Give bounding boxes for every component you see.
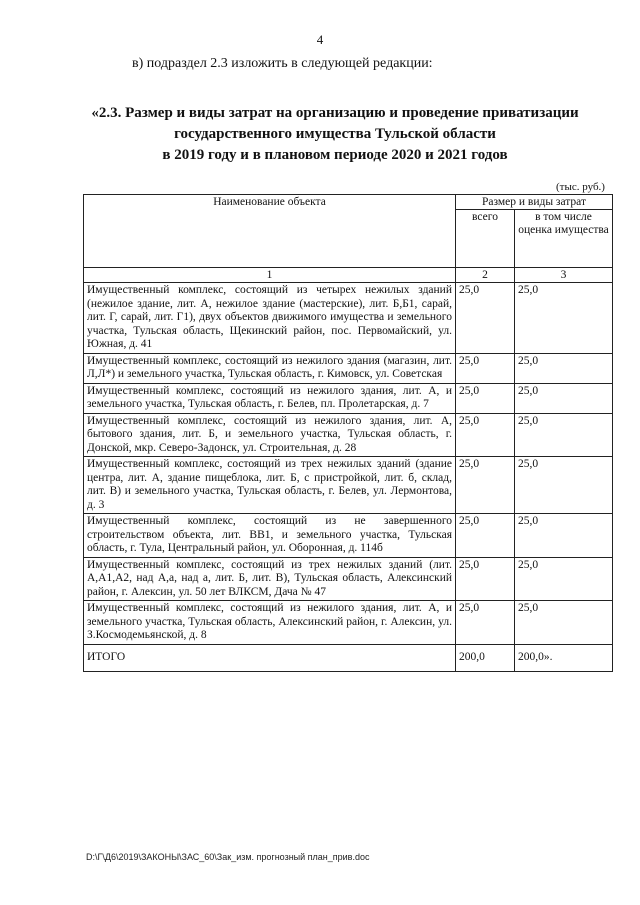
column-number-2: 2	[456, 268, 515, 283]
intro-text: в) подраздел 2.3 изложить в следующей редакции:	[132, 56, 433, 71]
header-including: в том числе оценка имущества	[515, 210, 613, 268]
table-row	[84, 413, 613, 457]
total-value: 200,0	[456, 644, 515, 671]
cost-appraisal: 25,0	[515, 457, 613, 514]
total-appraisal: 200,0».	[515, 644, 613, 671]
table-header-row	[84, 195, 613, 210]
cost-total: 25,0	[456, 557, 515, 601]
header-total: всего	[456, 210, 515, 268]
cost-total: 25,0	[456, 383, 515, 413]
cost-total: 25,0	[456, 353, 515, 383]
cost-total: 25,0	[456, 283, 515, 354]
cost-total: 25,0	[456, 601, 515, 645]
costs-table	[83, 194, 613, 672]
header-costs: Размер и виды затрат	[456, 195, 613, 210]
total-row	[84, 644, 613, 671]
cost-appraisal: 25,0	[515, 514, 613, 558]
table-row	[84, 457, 613, 514]
heading-line-1: «2.3. Размер и виды затрат на организацию и проведение приватизации	[91, 105, 579, 121]
column-number-3: 3	[515, 268, 613, 283]
file-path-footer: D:\Г\Д6\2019\ЗАКОНЫ\ЗАС_60\Зак_изм. прогнозный план_прив.doc	[86, 852, 370, 862]
header-name: Наименование объекта	[84, 195, 456, 268]
table-row	[84, 601, 613, 645]
table-row	[84, 557, 613, 601]
table-row	[84, 283, 613, 354]
cost-total: 25,0	[456, 413, 515, 457]
table-row	[84, 353, 613, 383]
cost-appraisal: 25,0	[515, 557, 613, 601]
object-name: Имущественный комплекс, состоящий из нежилого здания, лит. А, бытового здания, лит. Б, и земельного участка, Тульская область, г. Донской, мкр. Северо-Задонск, ул. Строительная, д. 28	[84, 413, 456, 457]
cost-total: 25,0	[456, 514, 515, 558]
page-number: 4	[316, 32, 324, 47]
cost-appraisal: 25,0	[515, 413, 613, 457]
heading-line-2: государственного имущества Тульской области	[174, 126, 496, 142]
column-number-1: 1	[84, 268, 456, 283]
object-name: Имущественный комплекс, состоящий из трех нежилых зданий (здание центра, лит. А, здание пищеблока, лит. Б, с пристройкой, лит. б, склад, лит. В) и земельного участка, Тульская область, г. Белев, ул. Лермонтова, д. 3	[84, 457, 456, 514]
object-name: Имущественный комплекс, состоящий из нежилого здания, лит. А, и земельного участка, Тульская область, Алексинский район, г. Алексин, ул. З.Космодемьянской, д. 8	[84, 601, 456, 645]
section-heading	[70, 103, 600, 166]
object-name: Имущественный комплекс, состоящий из не завершенного строительством объекта, лит. ВВ1, и земельного участка, Тульская область, г. Тула, Центральный район, ул. Оборонная, д. 114б	[84, 514, 456, 558]
total-label: ИТОГО	[84, 644, 456, 671]
cost-appraisal: 25,0	[515, 353, 613, 383]
table-row	[84, 383, 613, 413]
object-name: Имущественный комплекс, состоящий из нежилого здания (магазин, лит. Л,Л*) и земельного участка, Тульская область, г. Кимовск, ул. Советская	[84, 353, 456, 383]
heading-line-3: в 2019 году и в плановом периоде 2020 и 2021 годов	[162, 147, 508, 163]
units-label: (тыс. руб.)	[556, 181, 605, 193]
object-name: Имущественный комплекс, состоящий из нежилого здания, лит. А, и земельного участка, Тульская область, г. Белев, пл. Пролетарская, д. 7	[84, 383, 456, 413]
cost-appraisal: 25,0	[515, 601, 613, 645]
object-name: Имущественный комплекс, состоящий из трех нежилых зданий (лит. А,А1,А2, над А,а, над а, лит. Б, лит. В), Тульская область, Алексинский район, г. Алексин, ул. 50 лет ВЛКСМ, Дача № 47	[84, 557, 456, 601]
cost-total: 25,0	[456, 457, 515, 514]
cost-appraisal: 25,0	[515, 383, 613, 413]
cost-appraisal: 25,0	[515, 283, 613, 354]
object-name: Имущественный комплекс, состоящий из четырех нежилых зданий (нежилое здание, лит. А, нежилое здание (мастерские), лит. Б,Б1, сарай, лит. Г, сарай, лит. Г1), двух объектов движимого имущества и земельного участка, Тульская область, Щекинский район, пос. Первомайский, ул. Южная, д. 41	[84, 283, 456, 354]
column-number-row	[84, 268, 613, 283]
table-row	[84, 514, 613, 558]
